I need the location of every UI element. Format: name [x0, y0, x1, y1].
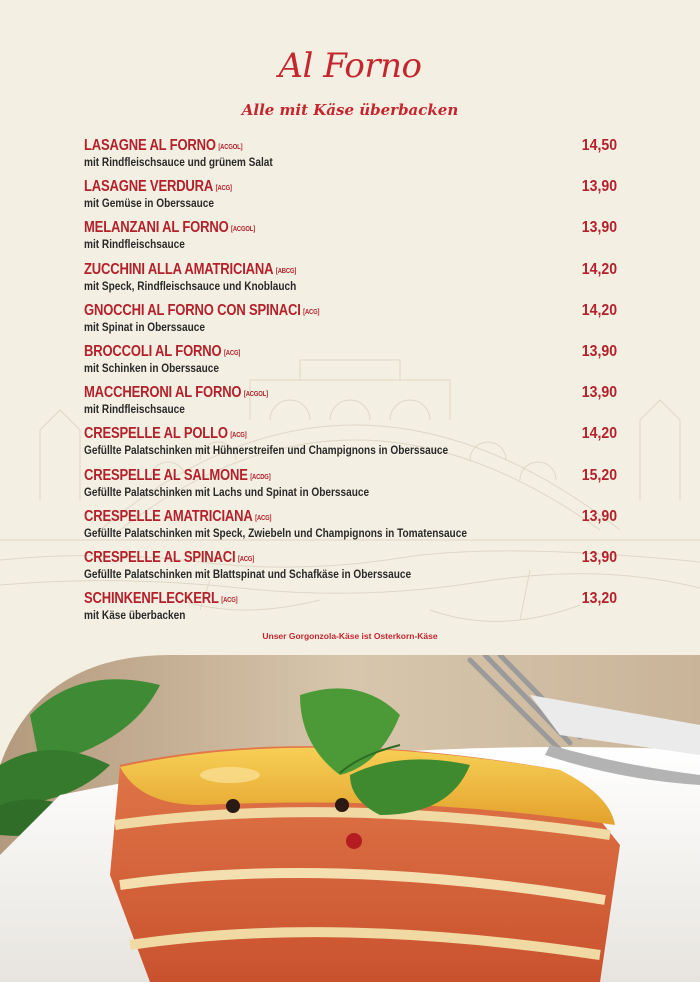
menu-item — [84, 178, 617, 219]
menu-item — [84, 549, 617, 590]
section-subtitle: Alle mit Käse überbacken — [241, 101, 459, 119]
dish-description: Gefüllte Palatschinken mit Hühnerstreifen und Champignons in Oberssauce — [84, 443, 449, 458]
dish-description: Gefüllte Palatschinken mit Lachs und Spinat in Oberssauce — [84, 484, 370, 499]
menu-item — [84, 508, 617, 549]
allergen-code: [ACGOL] — [218, 144, 243, 151]
dish-description: mit Gemüse in Oberssauce — [84, 196, 214, 211]
dish-name: ZUCCHINI ALLA AMATRICIANA [ABCG] — [84, 260, 297, 278]
dish-price: 14,50 — [581, 137, 617, 154]
allergen-code: [ACG] — [215, 185, 232, 193]
lasagne-photo — [0, 655, 700, 982]
allergen-code: [ACGOL] — [243, 391, 268, 399]
section-title: Al Forno — [278, 46, 422, 86]
dish-price: 13,90 — [581, 507, 617, 525]
menu-item — [84, 137, 617, 178]
dish-description: mit Rindfleischsauce — [84, 402, 185, 417]
dish-name: MACCHERONI AL FORNO [ACGOL] — [84, 384, 268, 402]
dish-price: 14,20 — [581, 301, 617, 319]
menu-item — [84, 590, 617, 631]
dish-price: 13,90 — [581, 342, 617, 360]
allergen-code: [ACG] — [221, 597, 238, 605]
menu-item — [84, 343, 617, 384]
menu-item — [84, 261, 617, 302]
dish-name: GNOCCHI AL FORNO CON SPINACI [ACG] — [84, 301, 320, 319]
dish-price: 13,90 — [581, 219, 617, 237]
menu-item — [84, 467, 617, 508]
allergen-code: [ACGOL] — [231, 226, 256, 234]
dish-description: mit Speck, Rindfleischsauce und Knoblauch — [84, 278, 297, 293]
allergen-code: [ACG] — [223, 349, 241, 357]
dish-name: LASAGNE VERDURA [ACG] — [84, 178, 232, 196]
menu-item — [84, 384, 617, 425]
cheese-footnote: Unser Gorgonzola-Käse ist Osterkorn-Käse — [262, 631, 438, 641]
dish-name: MELANZANI AL FORNO [ACGOL] — [84, 219, 256, 237]
dish-name: CRESPELLE AMATRICIANA [ACG] — [84, 507, 272, 525]
dish-price: 13,20 — [581, 590, 617, 608]
dish-description: Gefüllte Palatschinken mit Blattspinat und Schafkäse in Oberssauce — [84, 566, 412, 581]
dish-price: 15,20 — [581, 466, 617, 484]
allergen-code: [ACG] — [303, 308, 320, 316]
dish-name: LASAGNE AL FORNO [ACGOL] — [84, 137, 243, 154]
dish-name: SCHINKENFLECKERL [ACG] — [84, 590, 238, 608]
dish-price: 13,90 — [581, 384, 617, 402]
allergen-code: [ACDG] — [250, 473, 271, 481]
dish-name: CRESPELLE AL POLLO [ACG] — [84, 425, 247, 443]
menu-item — [84, 302, 617, 343]
allergen-code: [ACG] — [255, 514, 272, 522]
dish-description: mit Schinken in Oberssauce — [84, 360, 220, 375]
dish-name: BROCCOLI AL FORNO [ACG] — [84, 342, 241, 360]
allergen-code: [ABCG] — [275, 267, 297, 275]
menu-item — [84, 425, 617, 466]
allergen-code: [ACG] — [230, 432, 247, 440]
dish-description: Gefüllte Palatschinken mit Speck, Zwiebeln und Champignons in Tomatensauce — [84, 525, 467, 540]
dish-description: mit Rindfleischsauce und grünem Salat — [84, 155, 273, 169]
dish-name: CRESPELLE AL SPINACI [ACG] — [84, 548, 255, 566]
dish-description: mit Rindfleischsauce — [84, 237, 185, 252]
dish-name: CRESPELLE AL SALMONE [ACDG] — [84, 466, 271, 484]
dish-description: mit Spinat in Oberssauce — [84, 319, 205, 334]
dish-price: 14,20 — [581, 425, 617, 443]
dish-price: 13,90 — [581, 178, 617, 196]
dish-price: 14,20 — [581, 260, 617, 278]
menu-item — [84, 219, 617, 260]
dish-description: mit Käse überbacken — [84, 608, 186, 623]
dish-price: 13,90 — [581, 548, 617, 566]
menu-list — [84, 137, 617, 631]
allergen-code: [ACG] — [237, 555, 255, 563]
